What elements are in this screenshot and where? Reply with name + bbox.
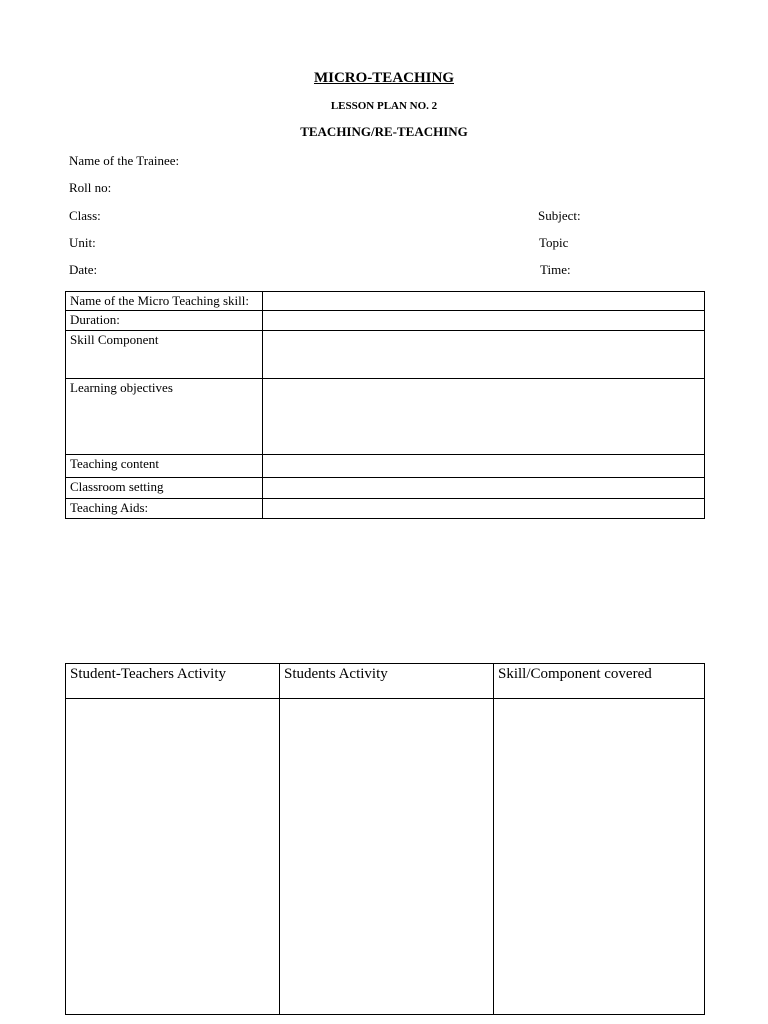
table-row [66,311,705,331]
unit-field: Unit: [69,235,96,250]
table-row [66,455,705,478]
teaching-content-label: Teaching content [66,455,263,478]
table-row [66,499,705,519]
activity-table [65,663,705,1015]
skill-name-label: Name of the Micro Teaching skill: [66,292,263,311]
learning-objectives-value[interactable] [263,379,705,455]
duration-value[interactable] [263,311,705,331]
table-row [66,478,705,499]
skill-info-table [65,291,705,519]
roll-no-field: Roll no: [69,180,112,195]
class-field: Class: [69,208,101,223]
subject-field: Subject: [538,208,581,223]
table-header-row [66,664,705,699]
student-teachers-activity-cell[interactable] [66,699,280,1015]
teaching-aids-label: Teaching Aids: [66,499,263,519]
date-field: Date: [69,262,98,277]
trainee-name-field: Name of the Trainee: [69,153,180,168]
teaching-aids-value[interactable] [263,499,705,519]
students-activity-cell[interactable] [280,699,494,1015]
topic-field: Topic [539,235,569,250]
skill-name-value[interactable] [263,292,705,311]
document-title: MICRO-TEACHING [313,70,454,86]
table-row [66,331,705,379]
time-field: Time: [540,262,571,277]
teaching-mode-heading: TEACHING/RE-TEACHING [300,124,468,139]
skill-component-covered-header: Skill/Component covered [494,664,705,699]
table-row [66,379,705,455]
teaching-content-value[interactable] [263,455,705,478]
lesson-plan-number: LESSON PLAN NO. 2 [330,100,438,112]
duration-label: Duration: [66,311,263,331]
skill-component-covered-cell[interactable] [494,699,705,1015]
student-teachers-activity-header: Student-Teachers Activity [66,664,280,699]
students-activity-header: Students Activity [280,664,494,699]
table-row [66,292,705,311]
learning-objectives-label: Learning objectives [66,379,263,455]
classroom-setting-value[interactable] [263,478,705,499]
table-row [66,699,705,1015]
skill-component-value[interactable] [263,331,705,379]
skill-component-label: Skill Component [66,331,263,379]
classroom-setting-label: Classroom setting [66,478,263,499]
